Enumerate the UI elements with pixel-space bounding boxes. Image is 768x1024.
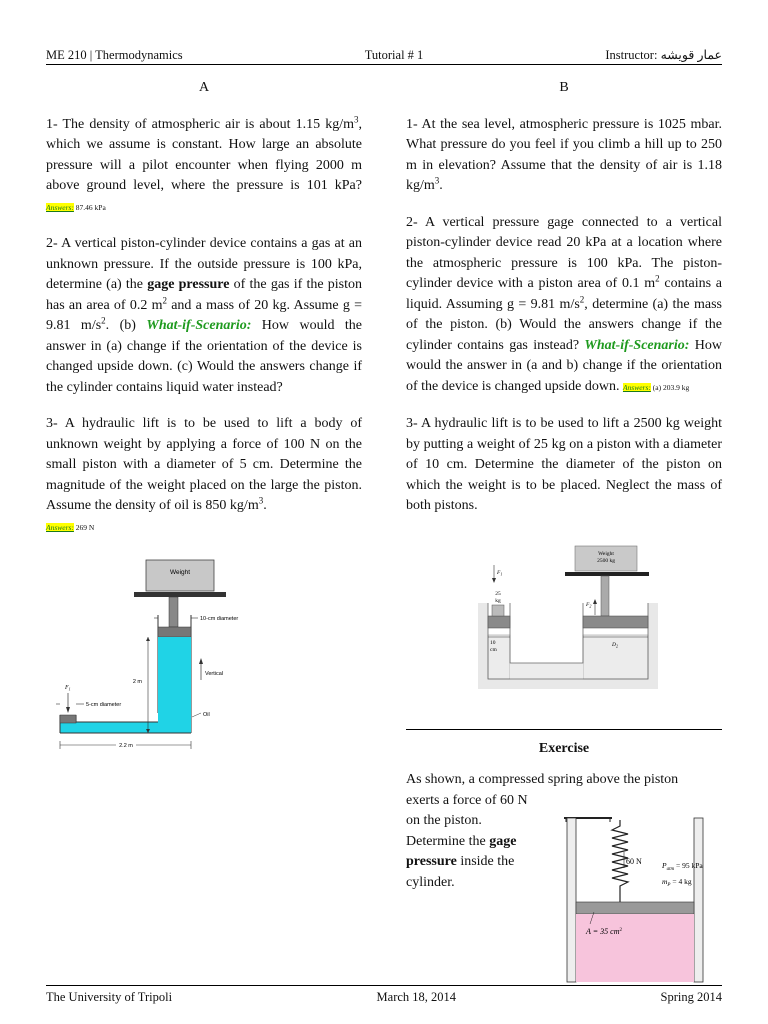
tutorial-number: Tutorial # 1 bbox=[364, 48, 424, 62]
answer-value: 269 N bbox=[73, 522, 95, 532]
f1-sub: 1 bbox=[500, 571, 503, 577]
gas-region bbox=[576, 914, 694, 982]
problem-b1 bbox=[406, 115, 722, 197]
problem-text: . bbox=[439, 178, 443, 193]
f2-label: F bbox=[586, 602, 590, 608]
mp-sub: P bbox=[667, 883, 671, 888]
f2-sub: 2 bbox=[589, 603, 592, 609]
bold-term: gage pressure bbox=[147, 277, 230, 292]
bold-term: pressure bbox=[406, 854, 457, 869]
exercise-line: As shown, a compressed spring above the piston bbox=[406, 772, 679, 787]
problem-a3 bbox=[46, 414, 362, 538]
f1-sub: 1 bbox=[68, 686, 71, 692]
oil-pipe bbox=[60, 722, 191, 733]
d2-sub: 2 bbox=[615, 643, 618, 649]
problem-text: How would the answer in (a and b) change if the orientation of the device is changed upside down. bbox=[406, 337, 722, 394]
instructor-name: عمار قويشه bbox=[660, 48, 722, 62]
svg-text:D2 bbox=[611, 642, 618, 649]
vertical-label: Vertical bbox=[205, 671, 224, 677]
instructor-label: Instructor: bbox=[605, 48, 661, 62]
instructor bbox=[605, 48, 722, 62]
exercise-line: cylinder. bbox=[406, 874, 455, 890]
weight-label: Weight bbox=[169, 569, 191, 576]
column-a-title: A bbox=[198, 80, 210, 95]
what-if-scenario-label: What-if-Scenario: bbox=[584, 337, 690, 353]
patm-sub: atm bbox=[666, 867, 675, 872]
problem-a1 bbox=[46, 115, 362, 219]
problem-text: . (b) bbox=[105, 318, 147, 333]
university-name: The University of Tripoli bbox=[46, 990, 173, 1004]
small-diameter-label-1: 10 bbox=[490, 640, 496, 646]
patm-label: P bbox=[662, 861, 667, 870]
area-sup: 2 bbox=[619, 928, 622, 933]
large-piston bbox=[158, 627, 191, 637]
small-mass bbox=[492, 605, 504, 616]
answers-tag: Answers: bbox=[46, 202, 74, 212]
page-footer bbox=[46, 990, 722, 1004]
f1-label: F bbox=[497, 570, 501, 576]
exercise-title: Exercise bbox=[538, 741, 590, 756]
large-piston bbox=[583, 616, 648, 628]
exercise-divider bbox=[406, 729, 722, 730]
force-label: 60 N bbox=[626, 857, 642, 866]
problem-text: How would the answer in (a) change if the orientation of the device is changed upside down. (c) Would the answers change if the cylinder contains liquid water instead? bbox=[46, 318, 363, 395]
superscript: 3 bbox=[258, 495, 264, 506]
column-b-title: B bbox=[559, 80, 569, 95]
exercise-text-part: Determine the bbox=[406, 833, 490, 849]
hydraulic-lift-figure-a bbox=[46, 555, 276, 755]
exercise-line: exerts a force of 60 N bbox=[406, 792, 528, 808]
weight-label-2: 2500 kg bbox=[597, 558, 615, 564]
small-piston bbox=[488, 616, 510, 628]
problem-text: 3- A hydraulic lift is to be used to lift a body of unknown weight by applying a force of 100 N on the small piston with a diameter of 5 cm. Determine the magnitude of the weight placed on the large the piston. Assume the density of oil is 850 kg/m bbox=[46, 416, 362, 513]
column-b bbox=[406, 78, 722, 533]
platform bbox=[565, 572, 649, 576]
problem-text: 1- The density of atmospheric air is about 1.15 kg/m bbox=[46, 116, 354, 132]
problem-text: 2- A vertical piston-cylinder device contains a gas at an unknown pressure. If the outside pressure is 100 kPa, determine (a) the bbox=[46, 236, 362, 292]
piston-rod bbox=[169, 597, 178, 627]
page-header bbox=[46, 48, 722, 62]
answers-tag: Answers: bbox=[622, 382, 651, 392]
svg-text:F2 bbox=[585, 602, 591, 609]
superscript: 2 bbox=[101, 315, 106, 326]
superscript: 2 bbox=[579, 293, 585, 304]
height-label: 2 m bbox=[132, 679, 142, 685]
problem-text: of the gas if the piston has an area of 0.2 m bbox=[46, 277, 362, 313]
svg-text:F1 bbox=[496, 570, 502, 577]
footer-date: March 18, 2014 bbox=[376, 990, 457, 1004]
problem-text: contains a liquid. Assuming g = 9.81 m/s bbox=[406, 276, 723, 312]
exercise-line: on the piston. bbox=[406, 813, 482, 828]
footer-term: Spring 2014 bbox=[660, 990, 722, 1004]
course-title: ME 210 | Thermodynamics bbox=[46, 48, 183, 62]
superscript: 2 bbox=[655, 273, 660, 284]
svg-text:F1 bbox=[64, 685, 71, 692]
superscript: 2 bbox=[162, 294, 167, 305]
mp-label: m bbox=[662, 877, 668, 886]
superscript: 3 bbox=[434, 175, 440, 186]
problem-a2 bbox=[46, 234, 362, 398]
problem-text: 2- A vertical pressure gage connected to a vertical piston-cylinder device read 20 kPa at a location where the atmospheric pressure is 100 kPa. The piston-cylinder device with a piston area of 0.1 m bbox=[406, 214, 722, 291]
hydraulic-lift-figure-b bbox=[478, 543, 658, 691]
d2-label: D bbox=[612, 642, 616, 648]
small-mass-label-1: 25 bbox=[495, 591, 501, 597]
superscript: 3 bbox=[354, 113, 359, 124]
spring-piston-figure bbox=[548, 812, 730, 984]
problem-b3: 3- A hydraulic lift is to be used to lift a 2500 kg weight by putting a weight of 25 kg on a piston with a diameter of 10 cm. Determine the diameter of the piston on which the weight is to be placed. Neglect the mass of both pistons. bbox=[406, 416, 722, 513]
small-diameter-label-2: cm bbox=[490, 647, 497, 653]
problem-text: . bbox=[263, 498, 267, 513]
answer-value: (a) 203.9 kg bbox=[650, 382, 690, 392]
small-piston bbox=[60, 715, 76, 723]
problem-b2 bbox=[406, 213, 722, 399]
problem-text: , which we assume is constant. How large an absolute pressure will a pilot encounter when flying 2000 m above ground level, where the pressure is 101 kPa? bbox=[46, 116, 362, 193]
what-if-scenario-label: What-if-Scenario: bbox=[146, 318, 252, 333]
problem-text: and a mass of 20 kg. Assume g = 9.81 m/s bbox=[46, 297, 363, 333]
small-diameter-label: 5-cm diameter bbox=[86, 702, 122, 708]
column-a bbox=[46, 78, 362, 554]
piston-rod bbox=[601, 576, 609, 616]
weight-label-1: Weight bbox=[598, 551, 614, 557]
bold-term: gage bbox=[489, 833, 517, 849]
footer-divider bbox=[46, 985, 722, 986]
mp-value: = 4 kg bbox=[670, 877, 692, 886]
exercise-text-part: inside the bbox=[456, 854, 515, 869]
svg-text:mP = 4 kg bbox=[662, 877, 692, 888]
area-label: A = 35 cm bbox=[586, 927, 620, 936]
left-wall bbox=[567, 818, 576, 982]
small-mass-label-2: kg bbox=[495, 598, 501, 604]
problem-text: , determine (a) the mass of the piston. (b) Would the answers change if the cylinder contains gas instead? bbox=[406, 296, 722, 353]
problem-text: 1- At the sea level, atmospheric pressure is 1025 mbar. What pressure do you feel if you climb a hill up to 250 m in elevation? Assume that the density of air is 1.18 kg/m bbox=[406, 116, 722, 193]
svg-text:A = 35 cm2 bbox=[585, 927, 622, 936]
oil-label: Oil bbox=[203, 712, 210, 718]
header-divider bbox=[46, 64, 722, 65]
patm-value: = 95 kPa bbox=[674, 861, 703, 870]
answer-value: 87.46 kPa bbox=[73, 202, 106, 212]
width-label: 2.2 m bbox=[119, 743, 133, 749]
oil-large bbox=[158, 637, 191, 733]
large-diameter-label: 10-cm diameter bbox=[200, 616, 239, 622]
platform bbox=[134, 592, 226, 597]
right-wall bbox=[694, 818, 703, 982]
f1-label: F bbox=[65, 685, 69, 691]
answers-tag: Answers: bbox=[46, 522, 74, 532]
